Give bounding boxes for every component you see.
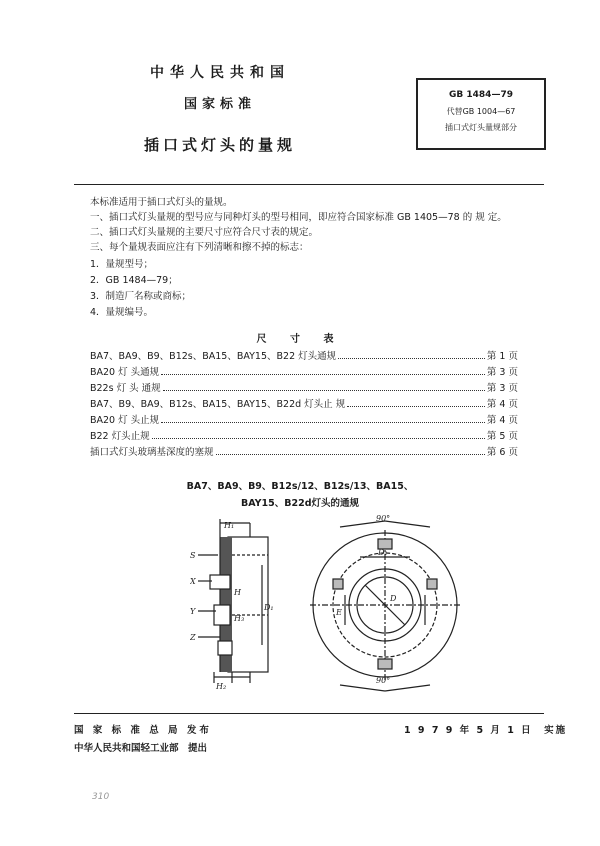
toc-leader xyxy=(216,454,485,455)
toc-leader xyxy=(163,390,485,391)
replaces-note: 代替GB 1004—67 xyxy=(446,107,516,116)
toc-row xyxy=(90,380,518,394)
standard-number-box xyxy=(416,78,546,150)
label-d-circle: D xyxy=(390,594,397,603)
label-angle-bottom: 90° xyxy=(376,676,391,685)
toc-leader xyxy=(152,438,485,439)
toc-leader xyxy=(338,358,485,359)
toc-label: BA20 灯 头通规 xyxy=(90,367,160,378)
standard-number: GB 1484—79 xyxy=(449,90,513,100)
toc-page: 第 3 页 xyxy=(486,383,518,394)
figure-title-line1: BA7、BA9、B9、B12s/12、B12s/13、BA15、 xyxy=(186,481,414,492)
label-h1: H₁ xyxy=(224,521,235,530)
toc-label: BA7、BA9、B9、B12s、BA15、BAY15、B22 灯头通规 xyxy=(90,351,337,362)
document-title: 插口式灯头的量规 xyxy=(143,136,296,154)
label-h3: H₃ xyxy=(234,614,245,623)
toc-leader xyxy=(161,422,485,423)
toc-label: B22s 灯 头 通规 xyxy=(90,383,161,394)
page-number: 310 xyxy=(92,792,110,802)
label-d1-circle: D₁ xyxy=(378,548,388,557)
label-h: H xyxy=(234,588,241,597)
implementation-date: 1 9 7 9 年 5 月 1 日 实施 xyxy=(404,725,568,736)
gauge-front-view xyxy=(310,521,460,691)
country-heading: 中华人民共和国 xyxy=(150,65,290,81)
toc-row xyxy=(90,364,518,378)
toc-leader xyxy=(161,374,485,375)
toc-leader xyxy=(347,406,485,407)
toc-title: 尺 寸 表 xyxy=(256,334,344,345)
toc-page: 第 3 页 xyxy=(486,367,518,378)
toc-page: 第 4 页 xyxy=(486,415,518,426)
mark-item: 1．量规型号； xyxy=(90,259,154,270)
toc-label: BA7、B9、BA9、B12s、BA15、BAY15、B22d 灯头止 规 xyxy=(90,399,346,410)
proposing-ministry: 中华人民共和国轻工业部 提出 xyxy=(74,743,208,754)
toc-label: B22 灯头止规 xyxy=(90,431,150,442)
toc-row xyxy=(90,412,518,426)
toc-row xyxy=(90,348,518,362)
toc-row xyxy=(90,396,518,410)
label-e: E xyxy=(336,608,342,617)
standard-type-heading: 国家标准 xyxy=(183,97,256,112)
clause-2: 二、插口式灯头量规的主要尺寸应符合尺寸表的规定。 xyxy=(90,227,319,238)
toc-page: 第 6 页 xyxy=(486,447,518,458)
figure-title-line2: BAY15、B22d灯头的通规 xyxy=(240,498,360,509)
label-h2: H₂ xyxy=(216,682,227,691)
toc-label: BA20 灯 头止规 xyxy=(90,415,160,426)
label-x: X xyxy=(190,577,196,586)
gauge-side-section xyxy=(198,519,268,683)
toc-row xyxy=(90,428,518,442)
label-angle-top: 90° xyxy=(376,515,391,523)
clause-3: 三、每个量规表面应注有下列清晰和擦不掉的标志： xyxy=(90,242,309,253)
gauge-drawing xyxy=(190,515,480,695)
mark-item: 3．制造厂名称或商标； xyxy=(90,291,192,302)
issuer: 国 家 标 准 总 局 发布 xyxy=(74,725,212,736)
intro-text: 本标准适用于插口式灯头的量规。 xyxy=(90,197,233,208)
toc-label: 插口式灯头玻璃基深度的塞规 xyxy=(90,447,214,458)
mark-item: 2．GB 1484—79； xyxy=(90,275,178,286)
part-note: 插口式灯头量规部分 xyxy=(445,123,517,132)
label-d1: D₁ xyxy=(264,603,274,612)
label-y: Y xyxy=(190,607,196,616)
label-z: Z xyxy=(190,633,196,642)
toc-row xyxy=(90,444,518,458)
mark-item: 4．量规编号。 xyxy=(90,307,154,318)
label-s: S xyxy=(190,551,196,560)
toc-page: 第 4 页 xyxy=(486,399,518,410)
toc-page: 第 5 页 xyxy=(486,431,518,442)
bottom-divider xyxy=(74,713,544,714)
toc-page: 第 1 页 xyxy=(486,351,518,362)
top-divider xyxy=(74,184,544,185)
clause-1: 一、插口式灯头量规的型号应与同种灯头的型号相同，即应符合国家标准 GB 1405—78 的 规 定。 xyxy=(90,212,507,223)
